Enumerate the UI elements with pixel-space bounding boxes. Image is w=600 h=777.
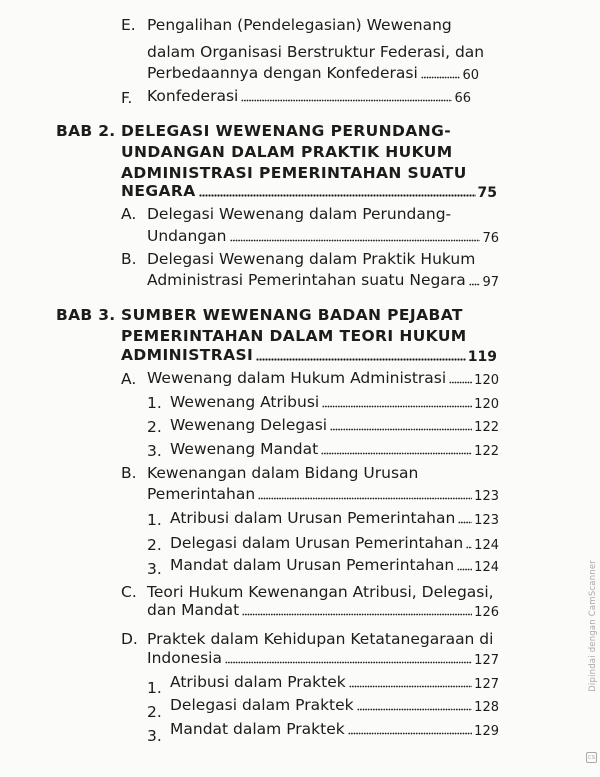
section-f-title: Konfederasi: [147, 87, 239, 105]
dot-leader: [256, 358, 466, 361]
list-item-number: 1.: [147, 394, 162, 412]
toc-entry-bab3-b-2[interactable]: [170, 536, 499, 552]
list-item-number: 3.: [147, 727, 162, 745]
bab2-b-title-line2: Administrasi Pemerintahan suatu Negara: [147, 271, 466, 289]
bab2-b-letter: B.: [121, 250, 137, 268]
list-item-title: Mandat dalam Urusan Pemerintahan: [170, 556, 455, 574]
page-number: 120: [474, 396, 499, 412]
dot-leader: [230, 239, 481, 242]
list-item-title: Wewenang Atribusi: [170, 393, 320, 411]
bab3-c-letter: C.: [121, 583, 137, 601]
bab3-label: BAB 3.: [56, 306, 116, 324]
toc-entry-bab3-d[interactable]: [147, 651, 499, 667]
toc-entry-bab2[interactable]: [121, 184, 497, 200]
list-item-number: 1.: [147, 511, 162, 529]
list-item-title: Atribusi dalam Urusan Pemerintahan: [170, 509, 456, 527]
toc-entry-bab3-b[interactable]: [147, 487, 499, 503]
bab2-a-title-line1: Delegasi Wewenang dalam Perundang-: [147, 205, 452, 223]
camscanner-logo-icon: CS: [586, 752, 597, 763]
dot-leader: [241, 99, 452, 102]
bab3-a-letter: A.: [121, 370, 137, 388]
dot-leader: [330, 428, 472, 431]
section-e-title-line1: Pengalihan (Pendelegasian) Wewenang: [147, 16, 452, 34]
list-item-number: 2.: [147, 703, 162, 721]
scanner-watermark: Dipindai dengan CamScanner: [588, 560, 598, 692]
toc-entry-bab3-d-3[interactable]: [170, 722, 499, 738]
page-number: 120: [474, 372, 499, 388]
bab3-c-title-line1: Teori Hukum Kewenangan Atribusi, Delegasi,: [147, 583, 494, 601]
bab3-title-line1: SUMBER WEWENANG BADAN PEJABAT: [121, 306, 463, 324]
toc-entry-bab3-a-3[interactable]: [170, 442, 499, 458]
toc-entry-bab2-a[interactable]: [147, 229, 499, 245]
dot-leader: [469, 283, 481, 286]
page-number: 122: [474, 419, 499, 435]
toc-entry-section-f[interactable]: [147, 89, 471, 105]
bab3-b-letter: B.: [121, 464, 137, 482]
bab2-a-title-line2: Undangan: [147, 227, 227, 245]
dot-leader: [349, 685, 472, 688]
page-number: 124: [474, 537, 499, 553]
toc-entry-bab2-b[interactable]: [147, 273, 499, 289]
bab3-d-title-line1: Praktek dalam Kehidupan Ketatanegaraan di: [147, 630, 494, 648]
toc-entry-bab3-b-1[interactable]: [170, 511, 499, 527]
bab2-title-line1: DELEGASI WEWENANG PERUNDANG-: [121, 122, 452, 140]
toc-entry-bab3-c[interactable]: [147, 603, 499, 619]
section-e-title-line3: Perbedaannya dengan Konfederasi: [147, 64, 418, 82]
list-item-title: Delegasi dalam Urusan Pemerintahan: [170, 534, 464, 552]
bab3-b-title-line2: Pemerintahan: [147, 485, 256, 503]
page-number: 126: [474, 604, 499, 620]
section-e-letter: E.: [121, 16, 136, 34]
dot-leader: [242, 613, 472, 616]
dot-leader: [457, 568, 472, 571]
list-item-number: 2.: [147, 536, 162, 554]
page-number: 60: [462, 67, 479, 83]
bab3-a-title: Wewenang dalam Hukum Administrasi: [147, 369, 447, 387]
dot-leader: [199, 194, 476, 197]
bab2-title-line3: ADMINISTRASI PEMERINTAHAN SUATU: [121, 164, 467, 182]
toc-entry-bab3-a-1[interactable]: [170, 395, 499, 411]
page-number: 127: [474, 676, 499, 692]
page-number: 122: [474, 443, 499, 459]
list-item-title: Wewenang Mandat: [170, 440, 319, 458]
bab3-c-title-line2: dan Mandat: [147, 601, 240, 619]
toc-entry-bab3-b-3[interactable]: [170, 558, 499, 574]
dot-leader: [258, 497, 472, 500]
page-number: 123: [474, 512, 499, 528]
page-number: 66: [454, 90, 471, 106]
dot-leader: [348, 732, 472, 735]
page-number: 127: [474, 652, 499, 668]
section-f-letter: F.: [121, 89, 133, 107]
toc-entry-bab3[interactable]: [121, 348, 497, 364]
toc-entry-section-e[interactable]: [147, 66, 479, 82]
toc-entry-bab3-a[interactable]: [147, 371, 499, 387]
page-number: 129: [474, 723, 499, 739]
list-item-title: Wewenang Delegasi: [170, 416, 328, 434]
bab3-d-letter: D.: [121, 630, 138, 648]
bab3-title-line2: PEMERINTAHAN DALAM TEORI HUKUM: [121, 327, 467, 345]
dot-leader: [321, 452, 472, 455]
dot-leader: [322, 405, 472, 408]
list-item-title: Mandat dalam Praktek: [170, 720, 345, 738]
page-number: 119: [467, 348, 497, 365]
dot-leader: [421, 76, 461, 79]
list-item-number: 2.: [147, 418, 162, 436]
toc-entry-bab3-a-2[interactable]: [170, 418, 499, 434]
bab3-d-title-line2: Indonesia: [147, 649, 222, 667]
list-item-number: 3.: [147, 560, 162, 578]
toc-entry-bab3-d-1[interactable]: [170, 675, 499, 691]
list-item-title: Delegasi dalam Praktek: [170, 696, 354, 714]
section-e-title-line2: dalam Organisasi Berstruktur Federasi, dan: [147, 43, 485, 61]
dot-leader: [225, 661, 472, 664]
page-number: 123: [474, 488, 499, 504]
bab2-title-line4: NEGARA: [121, 182, 196, 200]
dot-leader: [458, 521, 472, 524]
page-number: 97: [482, 274, 499, 290]
dot-leader: [357, 708, 473, 711]
bab2-title-line2: UNDANGAN DALAM PRAKTIK HUKUM: [121, 143, 453, 161]
bab3-b-title-line1: Kewenangan dalam Bidang Urusan: [147, 464, 419, 482]
page-number: 75: [477, 184, 497, 201]
bab3-title-line3: ADMINISTRASI: [121, 346, 254, 364]
bab2-b-title-line1: Delegasi Wewenang dalam Praktik Hukum: [147, 250, 476, 268]
list-item-title: Atribusi dalam Praktek: [170, 673, 346, 691]
list-item-number: 3.: [147, 442, 162, 460]
dot-leader: [466, 546, 472, 549]
toc-entry-bab3-d-2[interactable]: [170, 698, 499, 714]
page-number: 76: [482, 230, 499, 246]
bab2-label: BAB 2.: [56, 122, 116, 140]
dot-leader: [449, 381, 472, 384]
page-number: 124: [474, 559, 499, 575]
bab2-a-letter: A.: [121, 205, 137, 223]
page-number: 128: [474, 699, 499, 715]
list-item-number: 1.: [147, 679, 162, 697]
